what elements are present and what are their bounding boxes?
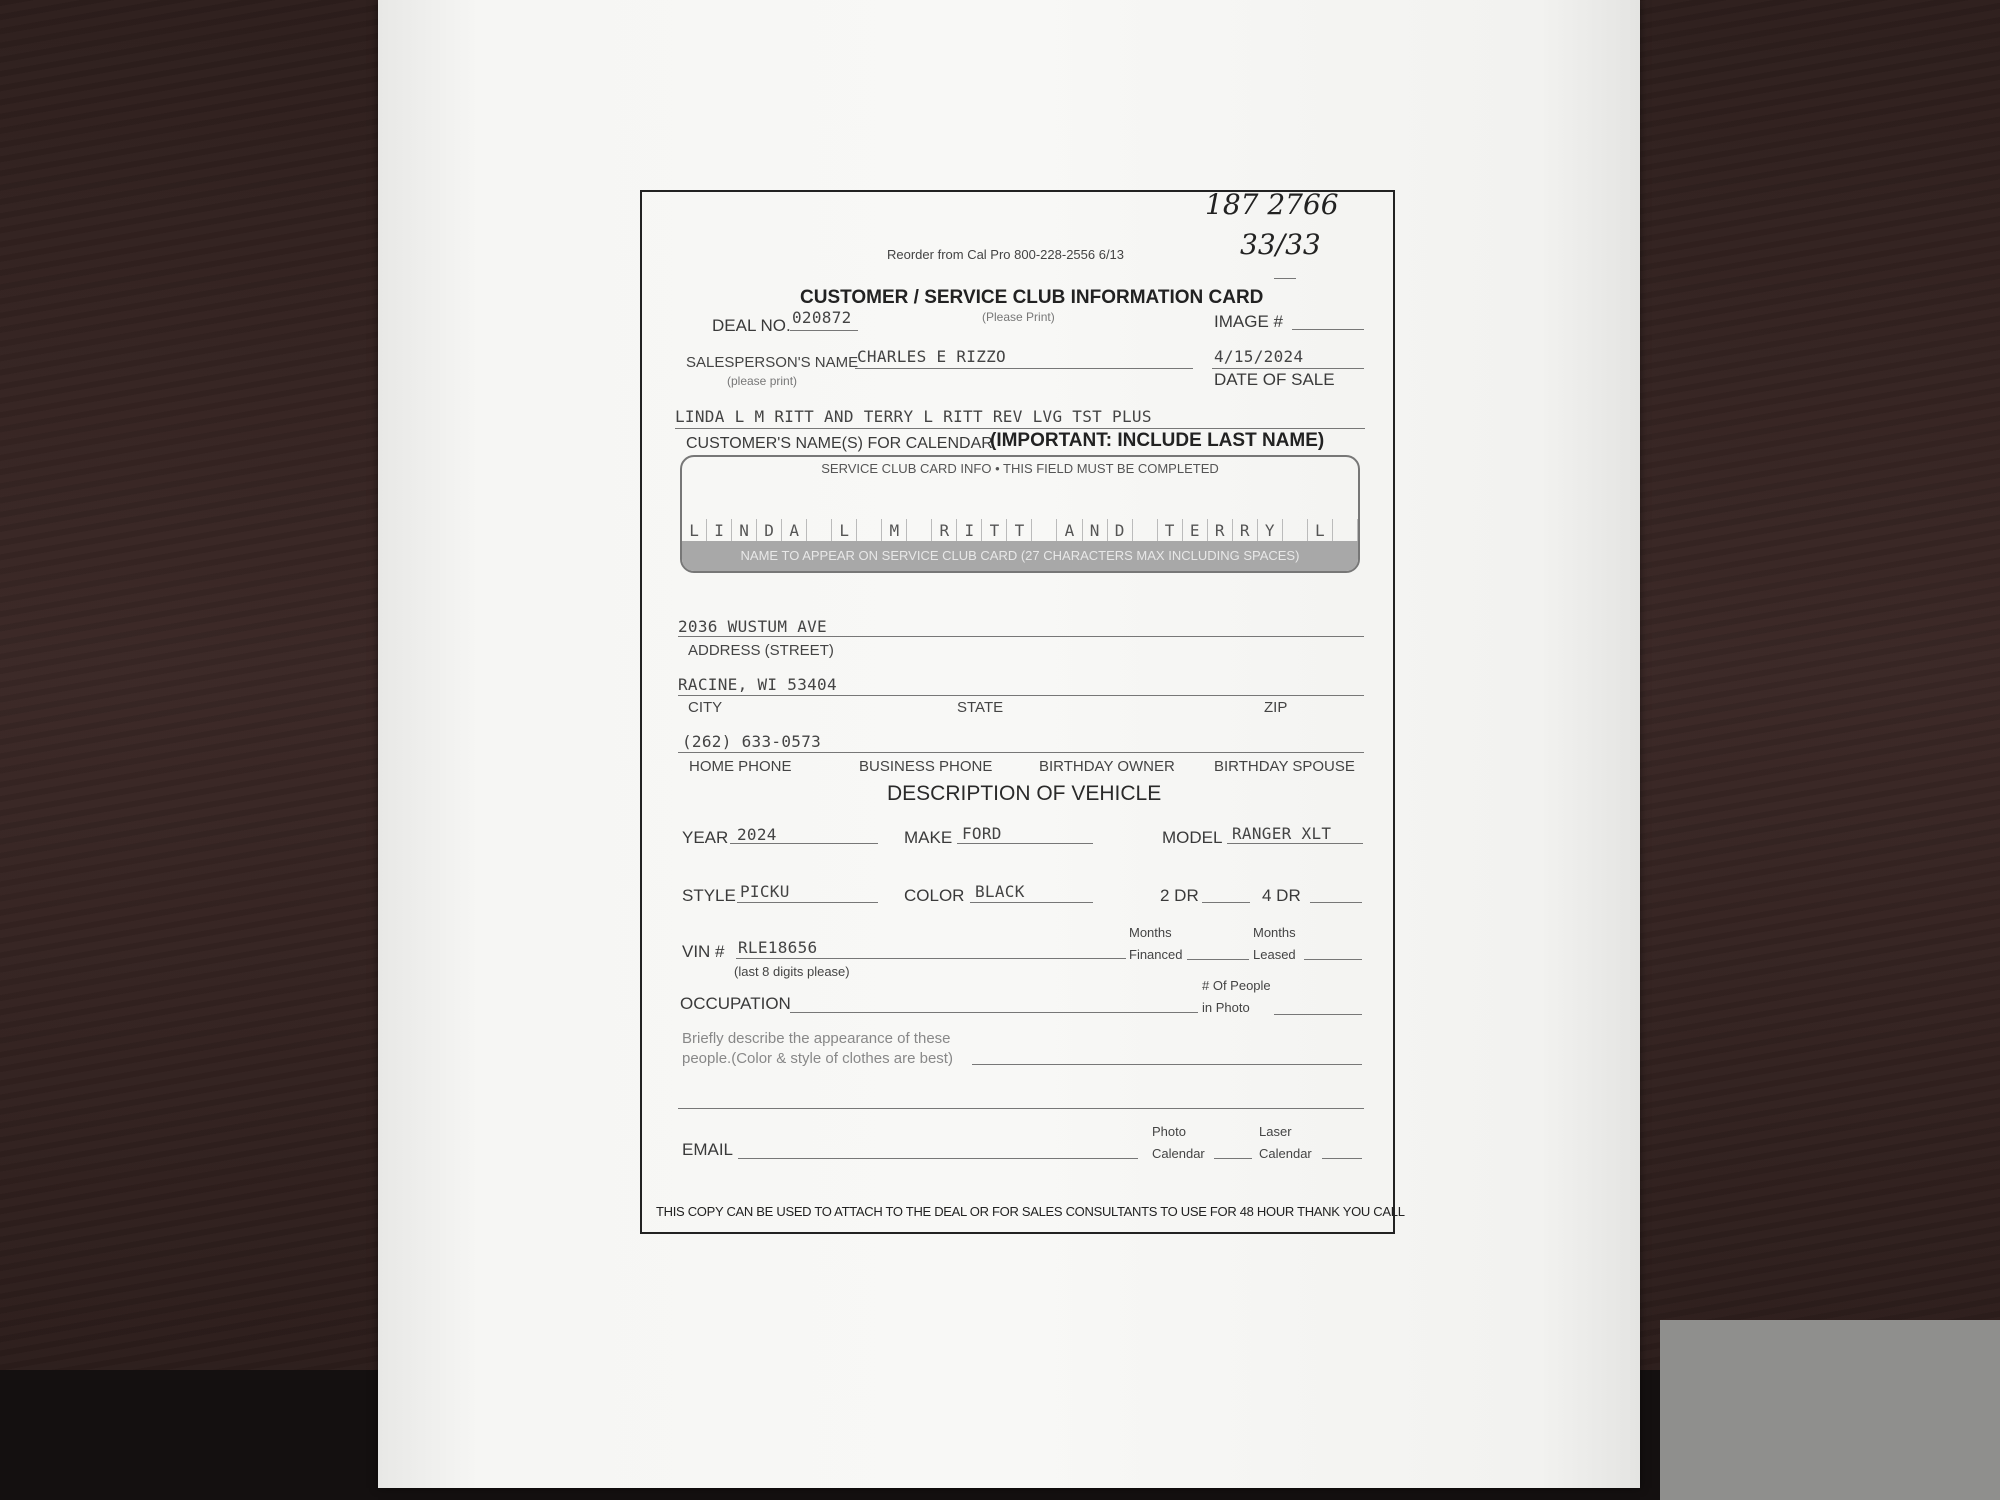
club-char-slot	[807, 519, 832, 543]
months-leased-line	[1304, 959, 1362, 960]
club-char-slot	[907, 519, 932, 543]
club-char-slot	[1133, 519, 1158, 543]
customer-service-club-card	[640, 190, 1405, 1234]
color-value: BLACK	[975, 882, 1025, 901]
photo-calendar-label-2: Calendar	[1152, 1146, 1205, 1161]
color-label: COLOR	[904, 886, 965, 905]
two-door-line	[1202, 902, 1250, 903]
club-char-slot: Y	[1258, 519, 1283, 543]
model-value: RANGER XLT	[1232, 824, 1332, 843]
address-value: 2036 WUSTUM AVE	[678, 617, 827, 636]
city-state-zip-value: RACINE, WI 53404	[678, 675, 837, 694]
important-note: (IMPORTANT: INCLUDE LAST NAME)	[990, 430, 1325, 451]
city-line	[678, 695, 1364, 696]
club-char-slot: A	[782, 519, 807, 543]
style-value: PICKU	[740, 882, 790, 901]
vin-line	[736, 958, 1126, 959]
describe-label-1: Briefly describe the appearance of these	[682, 1030, 951, 1047]
card-footer-note: THIS COPY CAN BE USED TO ATTACH TO THE DEAL OR FOR SALES CONSULTANTS TO USE FOR 48 HOUR THANK YOU CALL	[656, 1204, 1405, 1219]
model-label: MODEL	[1162, 828, 1223, 847]
address-label: ADDRESS (STREET)	[688, 642, 834, 659]
people-in-photo-label-2: in Photo	[1202, 1000, 1250, 1015]
two-door-label: 2 DR	[1160, 886, 1199, 905]
email-label: EMAIL	[682, 1140, 734, 1159]
email-line	[738, 1158, 1138, 1159]
year-line	[730, 843, 878, 844]
salesperson-sublabel: (please print)	[727, 374, 798, 388]
club-char-slot	[857, 519, 882, 543]
club-char-slot: L	[682, 519, 707, 543]
deal-no-label: DEAL NO.	[712, 316, 791, 335]
zip-label: ZIP	[1264, 699, 1288, 716]
year-label: YEAR	[682, 828, 729, 847]
months-financed-label-2: Financed	[1129, 947, 1183, 962]
date-of-sale-value: 4/15/2024	[1214, 347, 1304, 366]
club-footer-bar: NAME TO APPEAR ON SERVICE CLUB CARD (27 CHARACTERS MAX INCLUDING SPACES)	[682, 541, 1358, 571]
date-of-sale-label: DATE OF SALE	[1214, 370, 1335, 389]
birthday-owner-label: BIRTHDAY OWNER	[1039, 758, 1175, 775]
birthday-spouse-label: BIRTHDAY SPOUSE	[1214, 758, 1355, 775]
city-label: CITY	[688, 699, 723, 716]
people-in-photo-label-1: # Of People	[1202, 978, 1271, 993]
club-char-slot	[1333, 519, 1358, 543]
style-line	[737, 902, 878, 903]
people-in-photo-line	[1274, 1014, 1362, 1015]
home-phone-label: HOME PHONE	[689, 758, 792, 775]
club-char-slot: N	[1083, 519, 1108, 543]
laser-calendar-label-2: Calendar	[1259, 1146, 1312, 1161]
image-no-label: IMAGE #	[1214, 312, 1283, 331]
model-line	[1227, 843, 1363, 844]
customer-names-line	[675, 428, 1365, 429]
style-label: STYLE	[682, 886, 736, 905]
club-char-slot: L	[1308, 519, 1333, 543]
vin-value: RLE18656	[738, 938, 818, 957]
club-char-slot: N	[732, 519, 757, 543]
customer-names-label: CUSTOMER'S NAME(S) FOR CALENDAR	[686, 435, 993, 452]
club-char-slot: D	[757, 519, 782, 543]
laser-calendar-label-1: Laser	[1259, 1124, 1292, 1139]
vin-sublabel: (last 8 digits please)	[734, 964, 850, 979]
phone-line	[678, 752, 1364, 753]
salesperson-line	[855, 368, 1193, 369]
state-label: STATE	[957, 699, 1004, 716]
club-char-slot: E	[1183, 519, 1208, 543]
club-char-slot: A	[1057, 519, 1082, 543]
months-financed-label-1: Months	[1129, 925, 1172, 940]
vehicle-heading: DESCRIPTION OF VEHICLE	[887, 782, 1162, 805]
club-char-slot: I	[957, 519, 982, 543]
please-print-note: (Please Print)	[982, 310, 1055, 324]
deal-no-value: 020872	[792, 308, 852, 327]
club-char-slot: T	[982, 519, 1007, 543]
handwritten-number-2: 33/33	[1240, 228, 1321, 261]
year-value: 2024	[737, 825, 777, 844]
four-door-line	[1310, 902, 1362, 903]
address-line	[678, 636, 1364, 637]
vin-label: VIN #	[682, 942, 725, 961]
make-line	[957, 843, 1093, 844]
club-char-slot: R	[1233, 519, 1258, 543]
months-financed-line	[1187, 959, 1249, 960]
describe-line-1	[972, 1064, 1362, 1065]
make-value: FORD	[962, 824, 1002, 843]
describe-line-2	[678, 1108, 1364, 1109]
business-phone-label: BUSINESS PHONE	[859, 758, 993, 775]
color-line	[970, 902, 1093, 903]
home-phone-value: (262) 633-0573	[682, 732, 822, 751]
club-char-slot: T	[1007, 519, 1032, 543]
service-club-box	[680, 455, 1360, 573]
reorder-note: Reorder from Cal Pro 800-228-2556 6/13	[887, 247, 1125, 262]
four-door-label: 4 DR	[1262, 886, 1301, 905]
gray-surface	[1660, 1320, 2000, 1500]
club-char-slot: R	[1208, 519, 1233, 543]
club-header: SERVICE CLUB CARD INFO • THIS FIELD MUST BE COMPLETED	[821, 461, 1219, 476]
club-char-slot	[1032, 519, 1057, 543]
date-of-sale-line	[1212, 368, 1364, 369]
occupation-label: OCCUPATION	[680, 994, 791, 1013]
club-char-slot: D	[1108, 519, 1133, 543]
deal-no-line	[790, 330, 858, 331]
club-character-slots	[682, 519, 1358, 543]
club-char-slot: M	[882, 519, 907, 543]
customer-names-value: LINDA L M RITT AND TERRY L RITT REV LVG TST PLUS	[675, 407, 1152, 426]
laser-calendar-line	[1322, 1158, 1362, 1159]
club-char-slot: T	[1158, 519, 1183, 543]
salesperson-label: SALESPERSON'S NAME	[686, 354, 859, 371]
make-label: MAKE	[904, 828, 953, 847]
describe-label-2: people.(Color & style of clothes are best)	[682, 1050, 953, 1067]
salesperson-value: CHARLES E RIZZO	[857, 347, 1006, 366]
months-leased-label-1: Months	[1253, 925, 1296, 940]
photo-calendar-line	[1214, 1158, 1252, 1159]
handwritten-number-1: 187 2766	[1205, 188, 1339, 221]
club-char-slot: L	[832, 519, 857, 543]
club-char-slot: I	[707, 519, 732, 543]
club-char-slot: R	[932, 519, 957, 543]
occupation-line	[790, 1012, 1198, 1013]
photo-calendar-label-1: Photo	[1152, 1124, 1186, 1139]
club-char-slot	[1283, 519, 1308, 543]
card-title: CUSTOMER / SERVICE CLUB INFORMATION CARD	[800, 287, 1264, 308]
image-no-line	[1292, 329, 1364, 330]
months-leased-label-2: Leased	[1253, 947, 1296, 962]
